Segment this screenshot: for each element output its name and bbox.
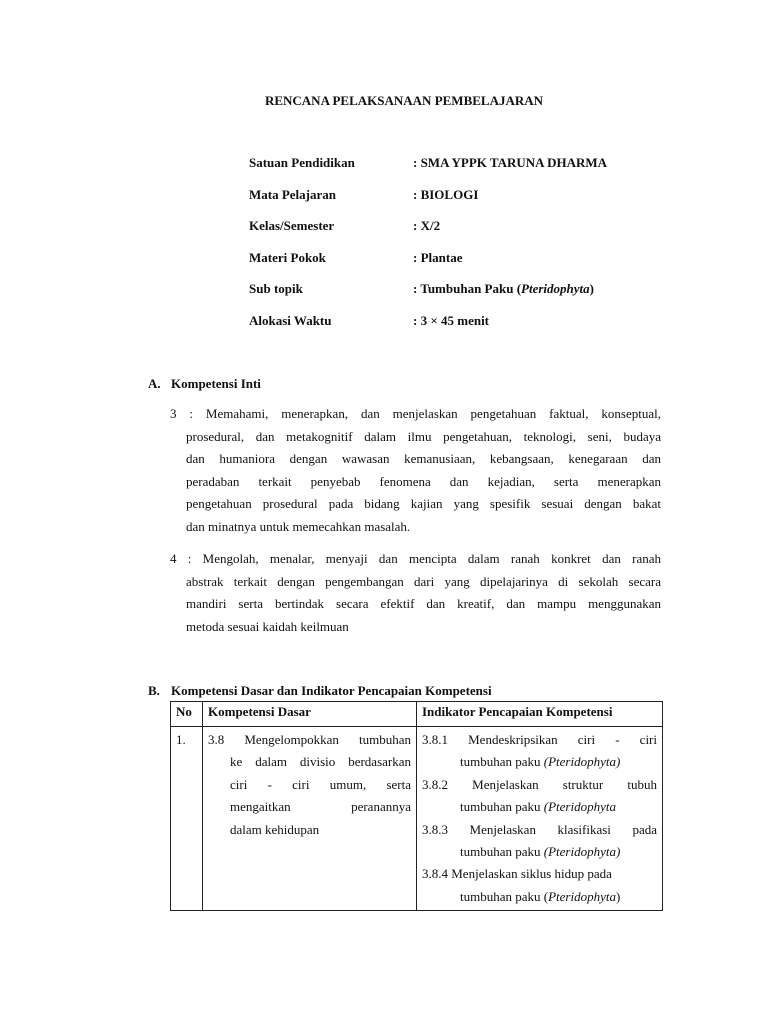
indicator-text: ) [615, 888, 621, 904]
indicator-text: tumbuhan paku [460, 754, 544, 770]
indicator-cell [417, 727, 663, 911]
section-title: Kompetensi Inti [171, 376, 261, 391]
table-header-row [171, 702, 663, 727]
indicator-line [422, 886, 657, 908]
indicator-line [422, 796, 657, 818]
identity-block [249, 155, 607, 345]
ki-3-paragraph [170, 403, 661, 539]
paragraph-line: prosedural, dan metakognitif dalam ilmu pengetahuan, teknologi, seni, budaya [186, 428, 661, 444]
indicator-text: tumbuhan paku ( [460, 888, 549, 904]
identity-value: : X/2 [413, 218, 441, 234]
cell-line: dalam kehidupan [230, 821, 320, 837]
section-a-heading [148, 376, 261, 392]
indicator-line [422, 841, 657, 863]
paragraph-line: pengetahuan prosedural pada bidang kajian yang spesifik sesuai dengan bakat [186, 496, 661, 512]
paragraph-line: 3 : Memahami, menerapkan, dan menjelaskan pengetahuan faktual, konseptual, [170, 406, 661, 421]
identity-label: Kelas/Semester [249, 218, 335, 234]
paragraph-line: metoda sesuai kaidah keilmuan [186, 618, 349, 634]
identity-label: Satuan Pendidikan [249, 155, 355, 170]
indicator-line: 3.8.3 Menjelaskan klasifikasi pada [422, 821, 657, 837]
identity-row [249, 155, 607, 187]
cell-line: 3.8 Mengelompokkan tumbuhan [208, 732, 411, 747]
identity-row [249, 313, 607, 345]
row-number: 1. [171, 727, 203, 911]
identity-label: Alokasi Waktu [249, 312, 332, 328]
identity-row [249, 281, 607, 313]
indicator-italic: (Pteridophyta) [543, 844, 621, 860]
identity-value: : 3 × 45 menit [413, 312, 490, 328]
cell-line: ciri - ciri umum, serta [230, 776, 411, 792]
indicator-line: 3.8.2 Menjelaskan struktur tubuh [422, 776, 657, 792]
identity-row [249, 218, 607, 250]
indicator-text: tumbuhan paku [460, 844, 544, 860]
paragraph-line: dan minatnya untuk memecahkan masalah. [186, 518, 411, 534]
paragraph-line: dan humaniora dengan wawasan kemanusiaan, kebangsaan, kenegaraan dan [186, 451, 661, 467]
table-row [171, 727, 663, 911]
section-b-heading [148, 683, 492, 699]
indicator-line: 3.8.4 Menjelaskan siklus hidup pada [422, 866, 612, 882]
section-mark: B. [148, 683, 160, 698]
indicator-italic: (Pteridophyta [543, 799, 616, 815]
identity-row [249, 187, 607, 219]
value-text: ) [589, 281, 594, 297]
indicator-text: tumbuhan paku [460, 799, 544, 815]
cell-line: ke dalam divisio berdasarkan [230, 754, 411, 770]
section-mark: A. [148, 376, 161, 391]
identity-value: : SMA YPPK TARUNA DHARMA [413, 155, 608, 170]
column-header: No [171, 702, 203, 727]
identity-value [413, 281, 594, 313]
identity-label: Sub topik [249, 281, 303, 297]
column-header: Indikator Pencapaian Kompetensi [417, 702, 663, 727]
identity-row [249, 250, 607, 282]
paragraph-line: mandiri serta bertindak secara efektif dan kreatif, dan mampu menggunakan [186, 596, 661, 612]
paragraph-line: peradaban terkait penyebab fenomena dan kejadian, serta menerapkan [186, 473, 661, 489]
competency-table [170, 701, 663, 911]
identity-value: : Plantae [413, 249, 463, 265]
indicator-line [422, 751, 657, 773]
competency-cell [203, 727, 417, 911]
paragraph-line: abstrak terkait dengan pengembangan dari yang dipelajarinya di sekolah secara [186, 573, 661, 589]
page-title: RENCANA PELAKSANAAN PEMBELAJARAN [264, 93, 544, 108]
identity-label: Materi Pokok [249, 249, 326, 265]
column-header: Kompetensi Dasar [203, 702, 417, 727]
identity-label: Mata Pelajaran [249, 186, 337, 202]
identity-value: : BIOLOGI [413, 186, 479, 202]
section-title: Kompetensi Dasar dan Indikator Pencapaian Kompetensi [171, 683, 492, 698]
value-italic: Pteridophyta [521, 281, 590, 297]
indicator-italic: (Pteridophyta) [543, 754, 621, 770]
paragraph-line: 4 : Mengolah, menalar, menyaji dan mencipta dalam ranah konkret dan ranah [170, 551, 661, 566]
value-text: : Tumbuhan Paku ( [413, 281, 522, 297]
cell-line: mengaitkan peranannya [230, 799, 411, 815]
ki-4-paragraph [170, 548, 661, 638]
indicator-italic: Pteridophyta [548, 888, 616, 904]
indicator-line: 3.8.1 Mendeskripsikan ciri - ciri [422, 732, 657, 747]
